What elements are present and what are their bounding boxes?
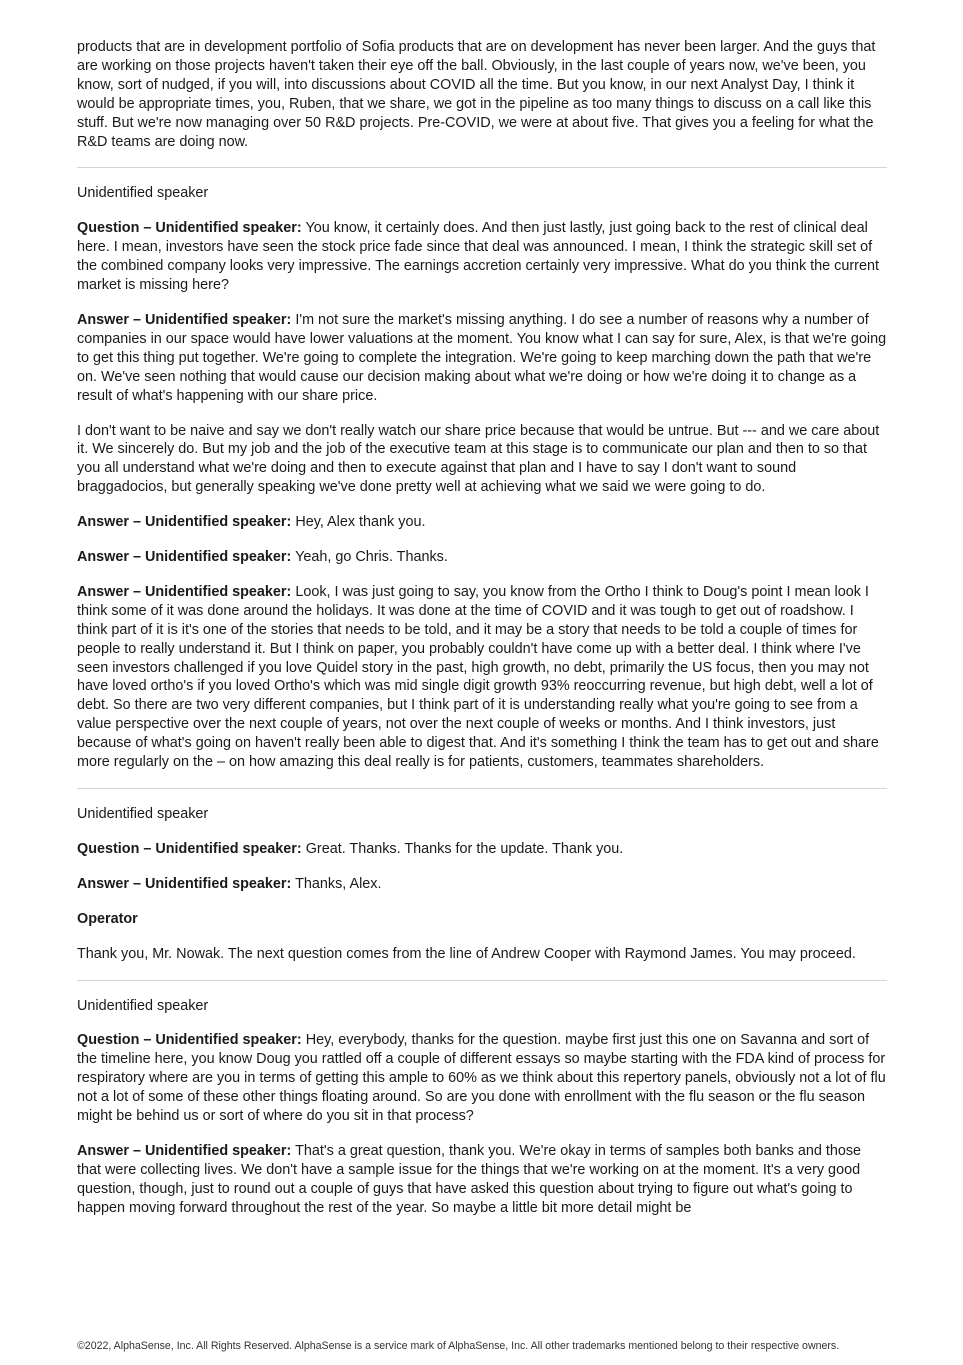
paragraph: I don't want to be naive and say we don't really watch our share price because that would be untrue. But --- and we care about it. We sincerely do. But my job and the job of the executive team at this stage is to communicate our plan and then to so that you all understand what we're doing and then to execute against that plan and I have to say I don't want to sound braggadocios, but generally speaking we've done pretty well at achieving what we said we were going to do. — [77, 422, 880, 496]
section-divider — [77, 788, 887, 789]
question-text: Hey, everybody, thanks for the question. maybe first just this one on Savanna and sort of the timeline here, you know Doug you rattled off a couple of different essays so maybe starting with the FDA kind of process for respiratory where are you in terms of getting this ample to 60% as we think about this repertory panels, obviously not a lot of flu not a lot of some of these other things floating around. So are you done with enrollment with the flu season or the flu season might be behind us or sort of where do you sit in that process? — [77, 1032, 886, 1125]
answer-text: Yeah, go Chris. Thanks. — [295, 549, 448, 566]
answer-paragraph — [77, 875, 887, 894]
answer-label: Answer – Unidentified speaker: — [77, 583, 292, 600]
transcript-body — [77, 38, 887, 1218]
question-label: Question – Unidentified speaker: — [77, 1032, 302, 1049]
speaker-name: Unidentified speaker — [77, 185, 209, 202]
paragraph: Thank you, Mr. Nowak. The next question comes from the line of Andrew Cooper with Raymond James. You may proceed. — [77, 945, 856, 962]
question-label: Question – Unidentified speaker: — [77, 220, 302, 237]
answer-paragraph — [77, 583, 887, 772]
question-text: You know, it certainly does. And then just lastly, just going back to the rest of clinical deal here. I mean, investors have seen the stock price fade since that deal was announced. I mean, I think the strategic skill set of the combined company looks very impressive. The earnings accretion certainly very impressive. What do you think the current market is missing here? — [77, 220, 879, 294]
section-divider — [77, 167, 887, 168]
copyright-footer: ©2022, AlphaSense, Inc. All Rights Reserved. AlphaSense is a service mark of AlphaSense, Inc. All other trademarks mentioned belong to their respective owners. — [77, 1340, 840, 1352]
question-label: Question – Unidentified speaker: — [77, 840, 302, 857]
question-paragraph — [77, 1031, 887, 1126]
paragraph: products that are in development portfolio of Sofia products that are on development has never been larger. And the guys that are working on those projects haven't taken their eye off the ball. Obviously, in the last couple of years now, we've been, you know, sort of nudged, if you will, into discussions about COVID all the time. But you know, in our next Analyst Day, I think it would be appropriate times, you, Ruben, that we share, we got in the pipeline as too many things to discuss on a call like this stuff. But we're now managing over 50 R&D projects. Pre-COVID, we were at about five. That gives you a feeling for what the R&D teams are doing now. — [77, 39, 876, 150]
answer-label: Answer – Unidentified speaker: — [77, 549, 292, 566]
answer-label: Answer – Unidentified speaker: — [77, 311, 292, 328]
operator-heading: Operator — [77, 910, 138, 927]
answer-text: Look, I was just going to say, you know from the Ortho I think to Doug's point I mean look I think some of it was done around the holidays. It was done at the time of COVID and it was tough to get out of roadshow. I think part of it is it's one of the stories that needs to be told, and it may be a story that needs to be told a couple of times for people to really understand it. But I think on paper, you probably couldn't have come up with a better deal. I think where I've seen investors challenged if you love Quidel story in the past, high growth, no debt, primarily the US focus, then you may not have loved ortho's if you loved Ortho's which was mid single digit growth 93% reoccurring revenue, but high debt, well a lot of debt. So there are two very different companies, but I think part of it is understanding really what you're going to see from a value perspective over the next couple of years, not over the next couple of weeks or months. And I think investors, just because of what's going on haven't really been able to digest that. And it's something I think the team has to get out and share more regularly on the – on how amazing this deal really is for patients, customers, teammates shareholders. — [77, 583, 879, 771]
answer-paragraph — [77, 548, 887, 567]
answer-paragraph — [77, 513, 887, 532]
question-text: Great. Thanks. Thanks for the update. Thank you. — [305, 840, 624, 857]
answer-label: Answer – Unidentified speaker: — [77, 514, 292, 531]
question-paragraph — [77, 219, 887, 295]
speaker-name: Unidentified speaker — [77, 806, 209, 822]
answer-text: Thanks, Alex. — [295, 875, 382, 892]
section-divider — [77, 980, 887, 981]
answer-text: Hey, Alex thank you. — [295, 514, 426, 531]
answer-text: I'm not sure the market's missing anything. I do see a number of reasons why a number of companies in our space would have lower valuations at the moment. You know what I can say for sure, Alex, is that we're going to get this thing put together. We're going to complete the integration. We're going to keep marching down the path that we're on. We've seen nothing that would cause our decision making about what we're doing or how we're doing it to change as a result of what's happening with our share price. — [77, 311, 887, 404]
answer-label: Answer – Unidentified speaker: — [77, 875, 292, 892]
answer-label: Answer – Unidentified speaker: — [77, 1142, 292, 1159]
answer-paragraph — [77, 311, 887, 406]
question-paragraph — [77, 840, 887, 859]
speaker-name: Unidentified speaker — [77, 997, 209, 1014]
answer-paragraph — [77, 1142, 887, 1218]
answer-text: That's a great question, thank you. We're okay in terms of samples both banks and those that were collecting lives. We don't have a sample issue for the things that we're working on at the moment. It's a very good question, though, just to round out a couple of guys that have asked this question about trying to figure out what's going to happen moving forward throughout the rest of the year. So maybe a little bit more detail might be — [77, 1142, 862, 1216]
